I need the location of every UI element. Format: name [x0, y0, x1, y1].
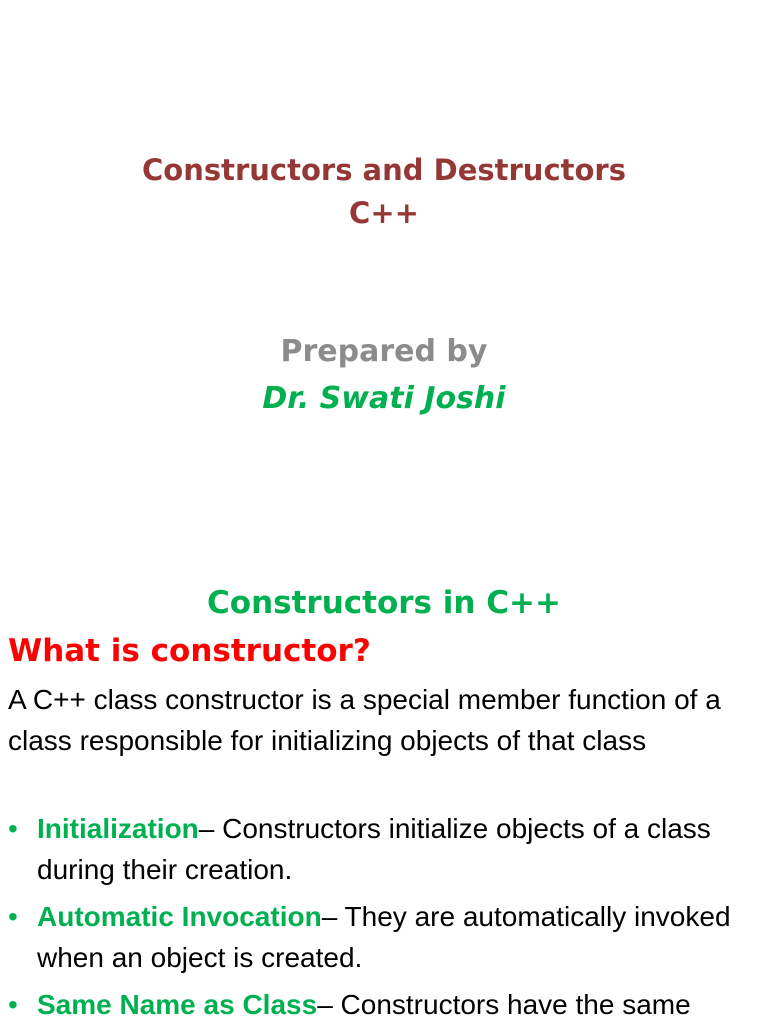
bullet-text: – They are automatically invoked when an object is created. — [37, 901, 731, 973]
slide-title-line-2: C++ — [349, 196, 419, 230]
question-heading: What is constructor? — [8, 633, 371, 669]
bullet-dot-icon: • — [8, 901, 18, 932]
bullet-term: Initialization — [37, 813, 199, 844]
bullet-text: – Constructors initialize objects of a class during their creation. — [37, 813, 711, 885]
bullet-dot-icon: • — [8, 989, 18, 1020]
bullet-text: – Constructors have the same — [317, 989, 691, 1020]
prepared-by-label: Prepared by — [280, 334, 488, 369]
bullet-item — [8, 984, 748, 1025]
feature-bullet-list — [8, 808, 748, 1031]
slide-title-line-1: Constructors and Destructors — [142, 153, 626, 187]
definition-paragraph: A C++ class constructor is a special member function of a class responsible for initializing objects of that class — [8, 684, 721, 756]
author-name: Dr. Swati Joshi — [262, 381, 506, 416]
bullet-dot-icon: • — [8, 813, 18, 844]
bullet-term: Same Name as Class — [37, 989, 318, 1020]
bullet-term: Automatic Invocation — [37, 901, 322, 932]
bullet-item — [8, 808, 748, 890]
bullet-item — [8, 896, 748, 978]
section-heading: Constructors in C++ — [207, 585, 561, 621]
